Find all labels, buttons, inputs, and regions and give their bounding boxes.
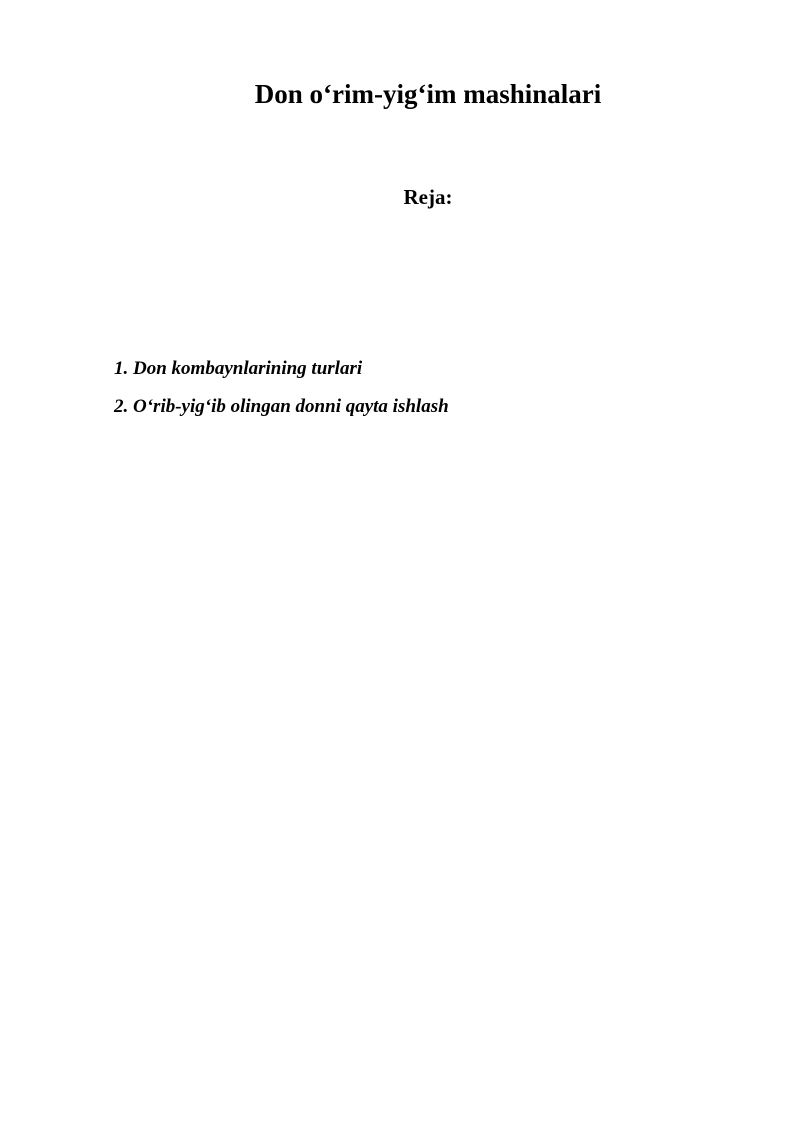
plan-list <box>114 356 449 432</box>
plan-item-2: 2. O‘rib-yig‘ib olingan donni qayta ishlash <box>114 396 449 417</box>
plan-heading: Reja: <box>403 185 453 209</box>
document-title: Don o‘rim-yig‘im mashinalari <box>254 79 602 109</box>
plan-item-1: 1. Don kombaynlarining turlari <box>114 358 363 379</box>
